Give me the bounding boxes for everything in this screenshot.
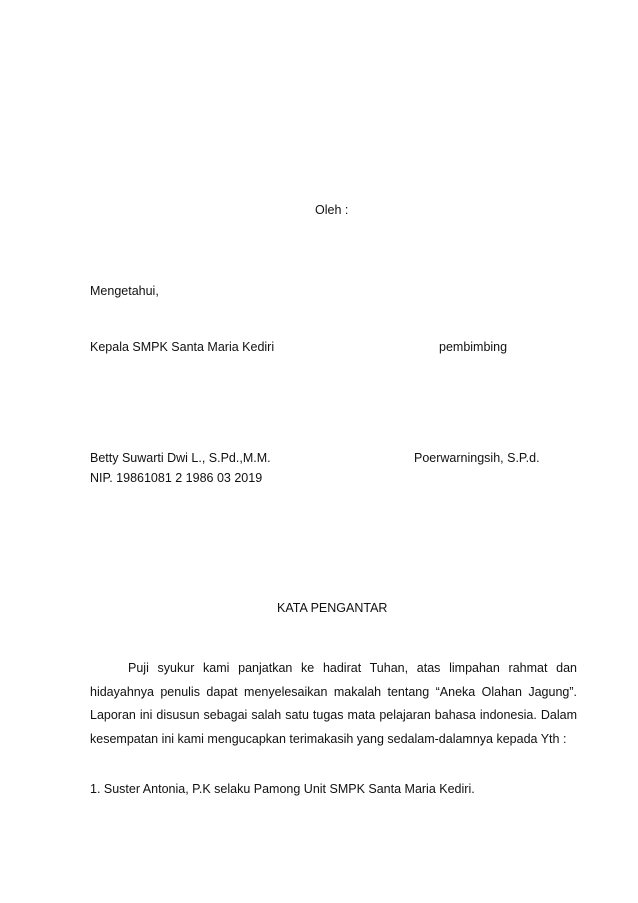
kata-pengantar-paragraph <box>90 657 577 751</box>
mengetahui-label: Mengetahui, <box>90 284 159 298</box>
list-item-1: 1. Suster Antonia, P.K selaku Pamong Unit SMPK Santa Maria Kediri. <box>90 782 475 796</box>
kata-pengantar-heading: KATA PENGANTAR <box>277 601 388 615</box>
left-signatory-role: Kepala SMPK Santa Maria Kediri <box>90 340 275 354</box>
oleh-label: Oleh : <box>315 203 349 217</box>
left-signatory-name: Betty Suwarti Dwi L., S.Pd.,M.M. <box>90 451 271 465</box>
right-signatory-role: pembimbing <box>439 340 508 354</box>
left-signatory-nip: NIP. 19861081 2 1986 03 2019 <box>90 471 263 485</box>
right-signatory-name: Poerwarningsih, S.P.d. <box>414 451 540 465</box>
paragraph-text: Puji syukur kami panjatkan ke hadirat Tuhan, atas limpahan rahmat dan hidayahnya penulis dapat menyelesaikan makalah tentang “Aneka Olahan Jagung”. Laporan ini disusun sebagai salah satu tugas mata pelajaran bahasa indonesia. Dalam kesempatan ini kami mengucapkan terimakasih yang sedalam-dalamnya kepada Yth : <box>90 661 577 746</box>
